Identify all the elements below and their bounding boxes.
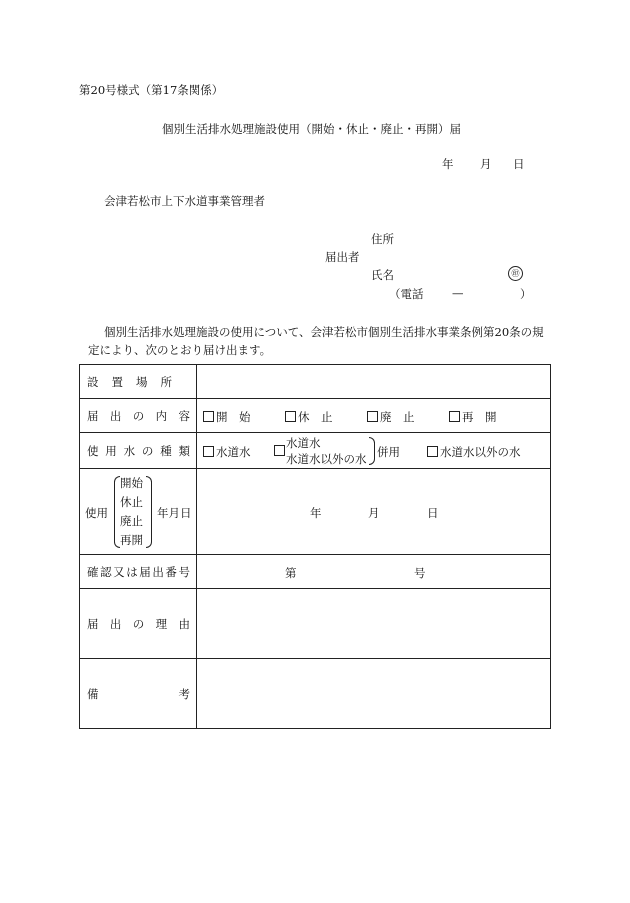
applicant-role-label: 届出者	[325, 250, 360, 264]
confirmation-suffix: 号	[414, 566, 426, 580]
checkbox-icon	[203, 446, 214, 457]
usage-kind-list: 開始 休止 廃止 再開	[120, 476, 143, 547]
water-combined-bottom: 水道水以外の水	[286, 452, 367, 466]
usage-day: 日	[427, 506, 439, 520]
date-day: 日	[513, 157, 525, 171]
notice-form-table	[79, 364, 551, 729]
location-field[interactable]	[197, 365, 551, 399]
phone-open: （電話	[389, 287, 424, 301]
address-label: 住所	[371, 232, 394, 246]
option-start-checkbox[interactable]: 開 始	[203, 409, 251, 425]
row-water-type	[80, 433, 551, 469]
date-year: 年	[442, 157, 454, 171]
option-resume-checkbox[interactable]: 再 開	[449, 409, 497, 425]
usage-prefix: 使用	[85, 506, 108, 520]
option-suspend-checkbox[interactable]: 休 止	[285, 409, 333, 425]
addressee: 会津若松市上下水道事業管理者	[104, 194, 265, 208]
water-combined-top: 水道水	[286, 436, 321, 450]
date-month: 月	[480, 157, 492, 171]
checkbox-icon	[285, 411, 296, 422]
form-number: 第20号様式（第17条関係）	[79, 83, 224, 97]
water-type-label: 使 用 水 の 種 類	[80, 433, 197, 469]
usage-year: 年	[310, 506, 322, 520]
remarks-field[interactable]	[197, 659, 551, 729]
name-label: 氏名	[371, 268, 394, 282]
row-location	[80, 365, 551, 399]
document-title: 個別生活排水処理施設使用（開始・休止・廃止・再開）届	[162, 122, 461, 136]
brace-icon	[369, 437, 375, 465]
checkbox-icon	[274, 445, 285, 456]
seal-mark: ㊞	[508, 266, 523, 281]
notice-content-options	[197, 399, 551, 433]
checkbox-icon	[449, 411, 460, 422]
checkbox-icon	[427, 446, 438, 457]
row-reason	[80, 589, 551, 659]
usage-date-label	[80, 469, 197, 555]
remarks-label: 備 考	[80, 659, 197, 729]
water-tap-checkbox[interactable]: 水道水	[203, 444, 251, 460]
checkbox-icon	[367, 411, 378, 422]
option-abolish-checkbox[interactable]: 廃 止	[367, 409, 415, 425]
phone-dash: —	[452, 286, 464, 300]
notice-content-label: 届 出 の 内 容	[80, 399, 197, 433]
usage-suffix: 年月日	[157, 506, 192, 520]
reason-field[interactable]	[197, 589, 551, 659]
confirmation-number-label: 確 認 又 は 届 出 番 号	[80, 555, 197, 589]
confirmation-number-field[interactable]	[197, 555, 551, 589]
row-notice-content	[80, 399, 551, 433]
location-label: 設 置 場 所	[80, 365, 197, 399]
confirmation-prefix: 第	[285, 566, 297, 580]
water-other-checkbox[interactable]: 水道水以外の水	[427, 444, 521, 460]
usage-month: 月	[368, 506, 380, 520]
reason-label: 届 出 の 理 由	[80, 589, 197, 659]
body-line-2: 定により、次のとおり届け出ます。	[88, 343, 272, 357]
checkbox-icon	[203, 411, 214, 422]
water-type-options	[197, 433, 551, 469]
row-confirmation-number	[80, 555, 551, 589]
right-brace-icon	[146, 476, 152, 548]
water-combined-label: 併用	[377, 445, 400, 459]
row-remarks	[80, 659, 551, 729]
phone-close: ）	[520, 287, 532, 301]
usage-date-field[interactable]	[197, 469, 551, 555]
body-line-1: 個別生活排水処理施設の使用について、会津若松市個別生活排水事業条例第20条の規	[104, 325, 544, 339]
row-usage-date	[80, 469, 551, 555]
